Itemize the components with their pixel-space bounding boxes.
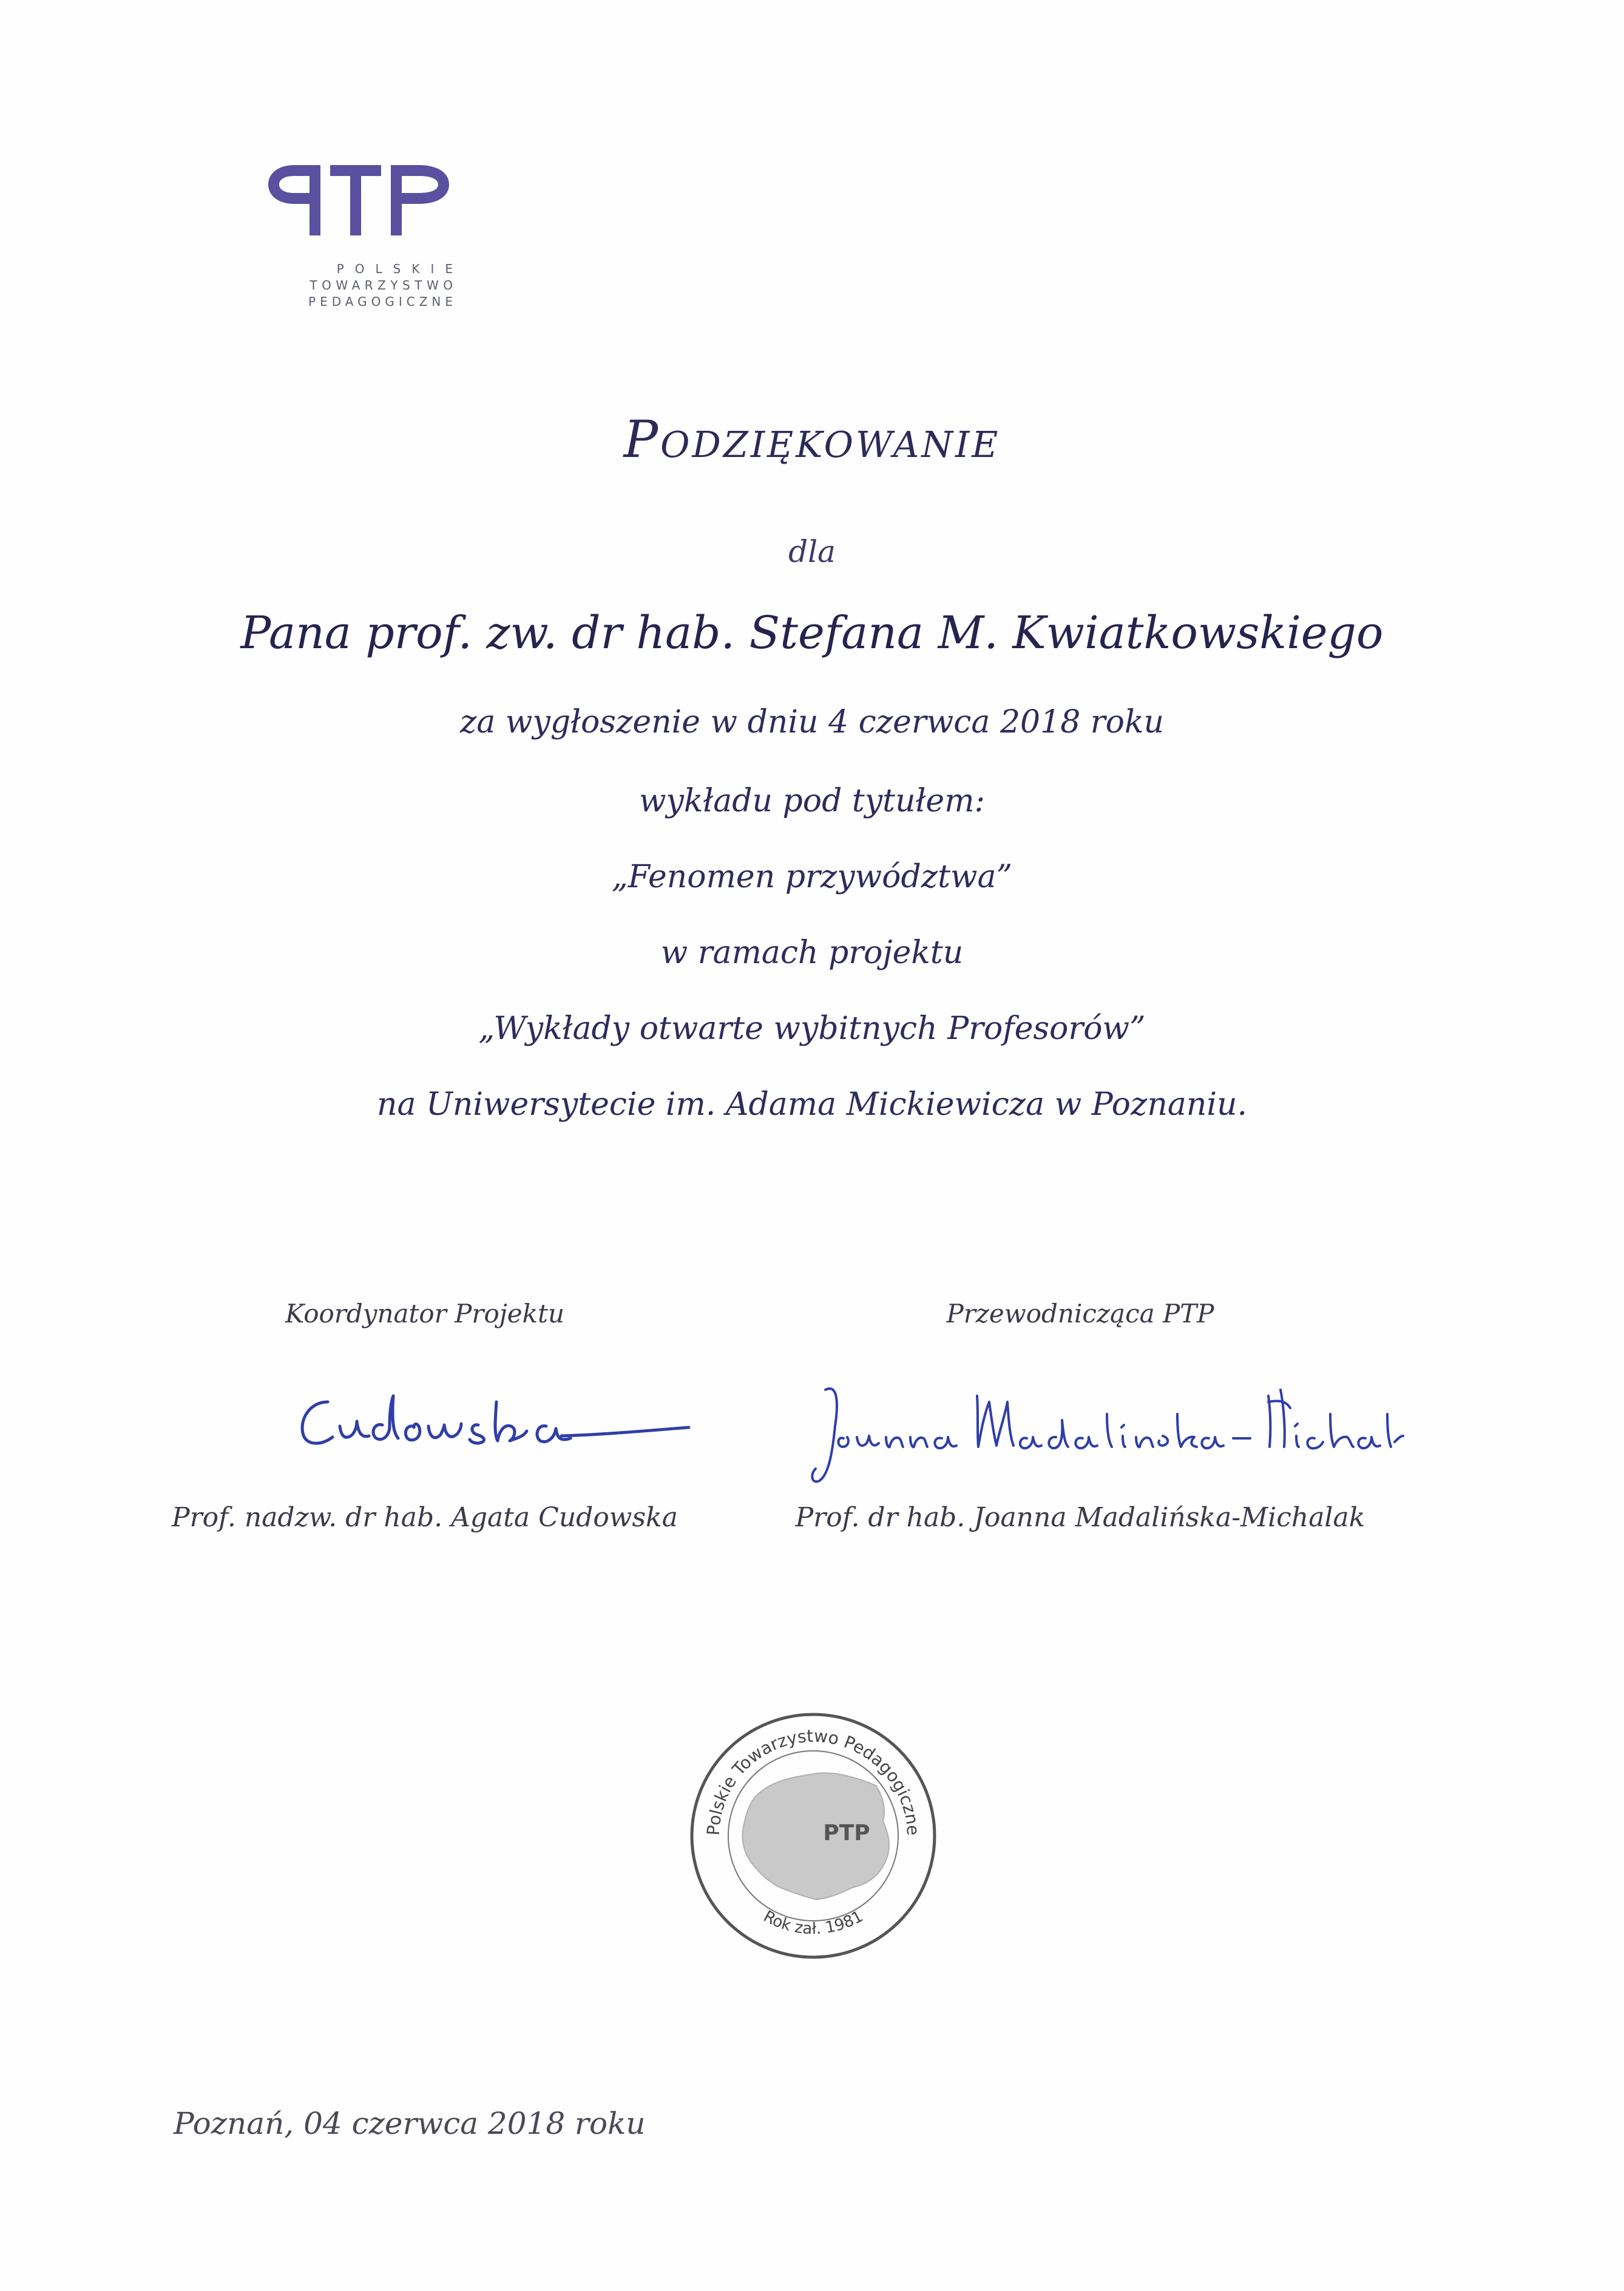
certificate-title: Podziękowanie xyxy=(623,410,1001,469)
body-line-1: za wygłoszenie w dniu 4 czerwca 2018 roku xyxy=(460,704,1164,740)
right-signatory-role: Przewodnicząca PTP xyxy=(946,1299,1214,1328)
logo-word-pedagogiczne: PEDAGOGICZNE xyxy=(308,294,457,309)
left-signatory-role: Koordynator Projektu xyxy=(285,1299,565,1328)
ptp-logo-wordmark xyxy=(269,261,464,310)
ptp-logo xyxy=(267,164,464,310)
seal-center-text: PTP xyxy=(823,1821,870,1846)
for-label: dla xyxy=(788,534,836,569)
ptp-logo-mark xyxy=(267,164,455,237)
seal-ring-text: Polskie Towarzystwo Pedagogiczne xyxy=(703,1725,924,1836)
ptp-seal xyxy=(683,1705,944,1966)
left-signatory-name: Prof. nadzw. dr hab. Agata Cudowska xyxy=(172,1502,678,1533)
body-line-4: w ramach projektu xyxy=(660,935,964,971)
logo-word-towarzystwo: TOWARZYSTWO xyxy=(310,278,458,293)
university-line: na Uniwersytecie im. Adama Mickiewicza w Poznaniu. xyxy=(377,1086,1247,1123)
right-signatory-name: Prof. dr hab. Joanna Madalińska-Michalak xyxy=(795,1502,1365,1533)
svg-text:Rok zał. 1981 xyxy=(760,1907,866,1938)
logo-word-polskie: POLSKIE xyxy=(336,262,464,276)
body-line-2: wykładu pod tytułem: xyxy=(638,783,986,819)
seal-year-text: Rok zał. 1981 xyxy=(760,1907,867,1938)
lecture-title: „Fenomen przywództwa” xyxy=(611,859,1013,895)
issue-date: Poznań, 04 czerwca 2018 roku xyxy=(174,2106,646,2141)
right-handwritten-signature xyxy=(801,1378,1408,1493)
recipient-name: Pana prof. zw. dr hab. Stefana M. Kwiatkowskiego xyxy=(240,607,1384,659)
left-handwritten-signature xyxy=(285,1378,698,1463)
project-name: „Wykłady otwarte wybitnych Profesorów” xyxy=(478,1010,1146,1047)
